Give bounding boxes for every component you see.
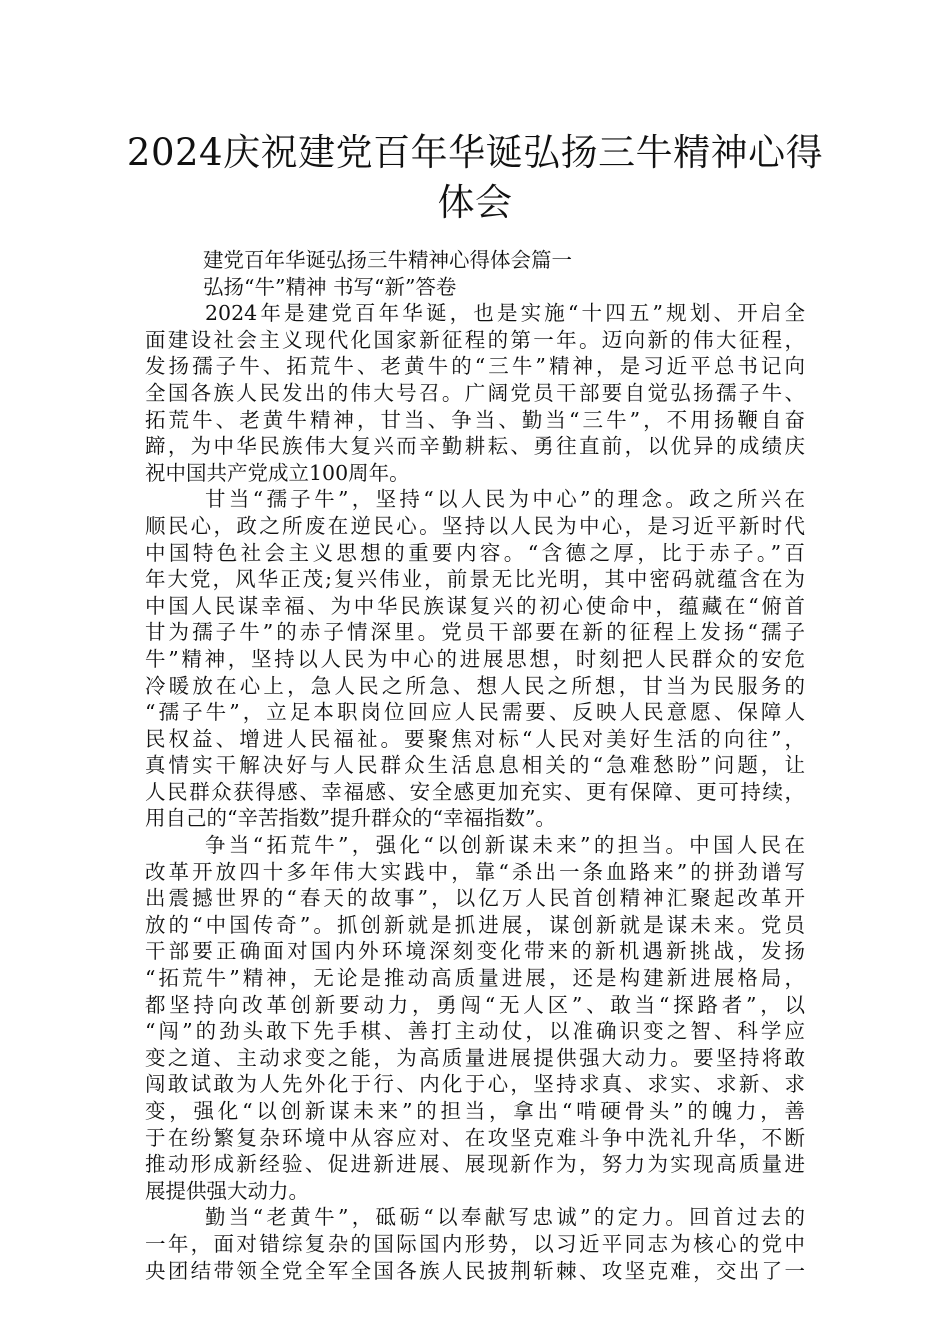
paragraph-line: 发扬孺子牛、拓荒牛、老黄牛的“三牛”精神，是习近平总书记向 bbox=[145, 354, 805, 379]
section-heading: 建党百年华诞弘扬三牛精神心得体会篇一 bbox=[203, 248, 572, 272]
section-subheading: 弘扬“牛”精神 书写“新”答卷 bbox=[203, 274, 457, 299]
paragraph-line: 中国人民谋幸福、为中华民族谋复兴的初心使命中，蕴藏在“俯首 bbox=[145, 593, 805, 618]
paragraph-line: 冷暖放在心上，急人民之所急、想人民之所想，甘当为民服务的 bbox=[145, 673, 805, 698]
paragraph-line: 顺民心，政之所废在逆民心。坚持以人民为中心，是习近平新时代 bbox=[145, 513, 805, 538]
paragraph-line: 用自己的“辛苦指数”提升群众的“幸福指数”。 bbox=[145, 806, 556, 831]
paragraph-line: 都坚持向改革创新要动力，勇闯“无人区”、敢当“探路者”，以 bbox=[145, 992, 805, 1017]
paragraph-line: 全国各族人民发出的伟大号召。广阔党员干部要自觉弘扬孺子牛、 bbox=[145, 380, 805, 405]
paragraph-line: 于在纷繁复杂环境中从容应对、在攻坚克难斗争中洗礼升华，不断 bbox=[145, 1125, 805, 1150]
title-line: 体会 bbox=[437, 181, 513, 224]
paragraph-line: 祝中国共产党成立100周年。 bbox=[145, 460, 410, 485]
paragraph-line: 推动形成新经验、促进新进展、展现新作为，努力为实现高质量进 bbox=[145, 1152, 805, 1177]
paragraph-line: 闯敢试敢为人先外化于行、内化于心，坚持求真、求实、求新、求 bbox=[145, 1072, 805, 1097]
paragraph-line: 争当“拓荒牛”，强化“以创新谋未来”的担当。中国人民在 bbox=[205, 833, 805, 858]
paragraph-line: 人民群众获得感、幸福感、安全感更加充实、更有保障、更可持续， bbox=[145, 779, 805, 804]
paragraph-line: 真情实干解决好与人民群众生活息息相关的“急难愁盼”问题，让 bbox=[145, 753, 805, 778]
paragraph-line: 2024年是建党百年华诞，也是实施“十四五”规划、开启全 bbox=[205, 301, 805, 326]
paragraph bbox=[145, 832, 805, 1204]
paragraph-line: 一年，面对错综复杂的国际国内形势，以习近平同志为核心的党中 bbox=[145, 1231, 805, 1256]
paragraph-line: 变之道、主动求变之能，为高质量进展提供强大动力。要坚持将敢 bbox=[145, 1045, 805, 1070]
paragraph-line: 勤当“老黄牛”，砥砺“以奉献写忠诚”的定力。回首过去的 bbox=[205, 1205, 805, 1230]
paragraph-line: 变，强化“以创新谋未来”的担当，拿出“啃硬骨头”的魄力，善 bbox=[145, 1099, 805, 1123]
paragraph-line: 中国特色社会主义思想的重要内容。“含德之厚，比于赤子。”百 bbox=[145, 540, 805, 565]
paragraph-line: 央团结带领全党全军全国各族人民披荆斩棘、攻坚克难，交出了一 bbox=[145, 1258, 805, 1283]
paragraph-line: 面建设社会主义现代化国家新征程的第一年。迈向新的伟大征程， bbox=[145, 327, 805, 352]
paragraph bbox=[145, 300, 805, 486]
paragraph-line: 民权益、增进人民福祉。要聚焦对标“人民对美好生活的向往”， bbox=[145, 726, 805, 751]
paragraph-line: 干部要正确面对国内外环境深刻变化带来的新机遇新挑战，发扬 bbox=[145, 939, 805, 964]
paragraph-line: 甘当“孺子牛”，坚持“以人民为中心”的理念。政之所兴在 bbox=[205, 487, 805, 512]
paragraph-line: 出震撼世界的“春天的故事”，以亿万人民首创精神汇聚起改革开 bbox=[145, 886, 805, 911]
paragraph-line: 蹄，为中华民族伟大复兴而辛勤耕耘、勇往直前，以优异的成绩庆 bbox=[145, 434, 805, 459]
title-line: 2024庆祝建党百年华诞弘扬三牛精神心得 bbox=[126, 131, 824, 174]
paragraph-line: “孺子牛”，立足本职岗位回应人民需要、反映人民意愿、保障人 bbox=[145, 700, 805, 725]
paragraph-line: 展提供强大动力。 bbox=[145, 1178, 309, 1203]
paragraph-line: 年大党，风华正茂;复兴伟业，前景无比光明，其中密码就蕴含在为 bbox=[145, 567, 805, 592]
paragraph-line: “拓荒牛”精神，无论是推动高质量进展，还是构建新进展格局， bbox=[145, 966, 805, 991]
paragraph-line: 拓荒牛、老黄牛精神，甘当、争当、勤当“三牛”，不用扬鞭自奋 bbox=[145, 407, 805, 432]
paragraph bbox=[145, 486, 805, 832]
paragraph-line: 牛”精神，坚持以人民为中心的进展思想，时刻把人民群众的安危 bbox=[145, 646, 805, 671]
document-body bbox=[145, 247, 805, 1284]
paragraph bbox=[145, 1204, 805, 1284]
paragraph-line: 放的“中国传奇”。抓创新就是抓进展，谋创新就是谋未来。党员 bbox=[145, 912, 805, 937]
paragraph-line: “闯”的劲头敢下先手棋、善打主动仗，以准确识变之智、科学应 bbox=[145, 1019, 805, 1044]
paragraph-line: 改革开放四十多年伟大实践中，靠“杀出一条血路来”的拼劲谱写 bbox=[145, 859, 805, 884]
document-title bbox=[100, 128, 850, 228]
paragraph-line: 甘为孺子牛”的赤子情深里。党员干部要在新的征程上发扬“孺子 bbox=[145, 620, 805, 645]
